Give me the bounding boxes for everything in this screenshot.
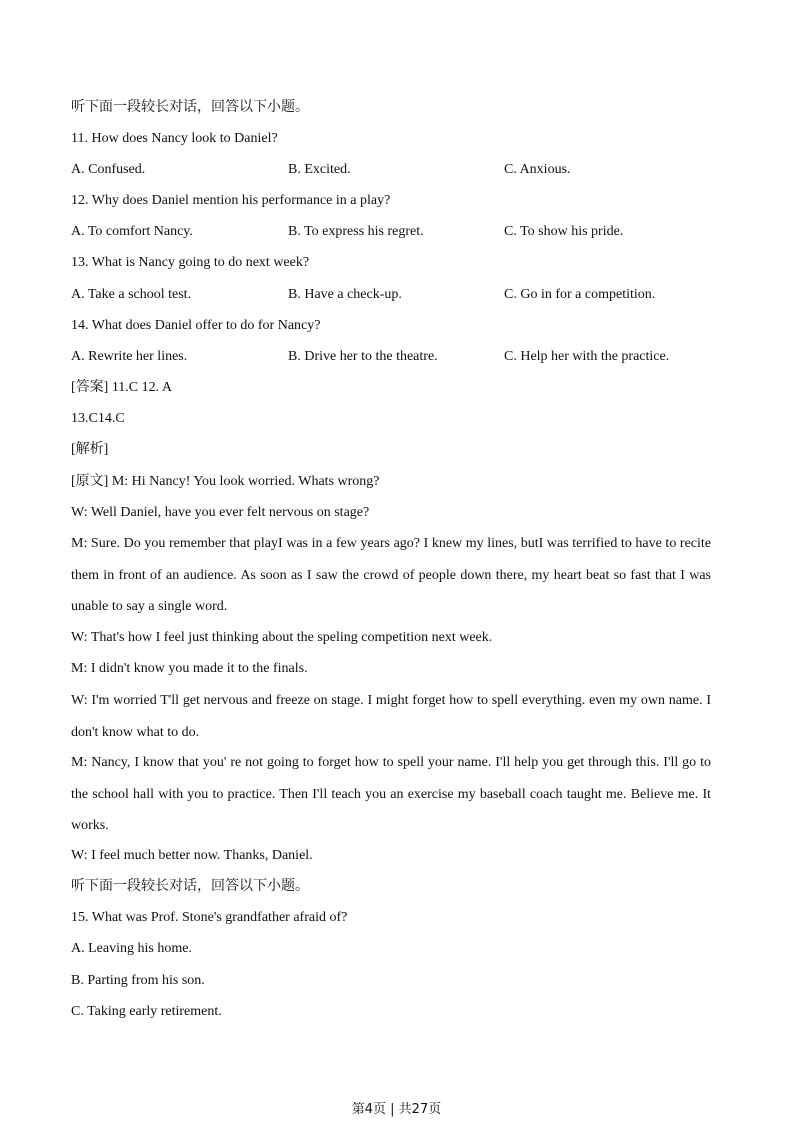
section-intro: 听下面一段较长对话，回答以下小题。 [71,879,309,894]
option-b: B. To express his regret. [288,224,424,239]
transcript-line: W: I feel much better now. Thanks, Daniel. [71,848,313,863]
option-b: B. Parting from his son. [71,973,205,988]
transcript-paragraph: W: I'm worried T'll get nervous and freeze on stage. I might forget how to spell everything. even my own name. I don't know what to do. [71,693,711,740]
option-a: A. Leaving his home. [71,941,192,956]
option-c: C. Help her with the practice. [504,349,670,364]
answer-line: 13.C14.C [71,411,125,426]
option-a: A. Rewrite her lines. [71,349,188,364]
transcript-line: M: I didn't know you made it to the finals. [71,661,308,676]
answer-line: [答案] 11.C 12. A [71,380,172,395]
question-11: 11. How does Nancy look to Daniel? [71,131,278,146]
option-b: B. Drive her to the theatre. [288,349,438,364]
analysis-label: [解析] [71,442,109,457]
option-c: C. Go in for a competition. [504,287,656,302]
option-c: C. To show his pride. [504,224,624,239]
option-b: B. Excited. [288,162,351,177]
page-footer: 第4页 | 共27页 [351,1102,442,1117]
transcript-paragraph: M: Nancy, I know that you' re not going to forget how to spell your name. I'll help you get through this. I'll go to the school hall with you to practice. Then I'll teach you an exercise my baseball coach taught me. Believe me. It works. [71,755,711,833]
section-intro: 听下面一段较长对话，回答以下小题。 [71,100,309,115]
transcript-line: W: That's how I feel just thinking about the speling competition next week. [71,630,493,645]
option-c: C. Anxious. [504,162,571,177]
option-c: C. Taking early retirement. [71,1004,222,1019]
option-a: A. To comfort Nancy. [71,224,193,239]
question-14: 14. What does Daniel offer to do for Nancy? [71,318,321,333]
transcript-line: W: Well Daniel, have you ever felt nervous on stage? [71,505,370,520]
question-12: 12. Why does Daniel mention his performance in a play? [71,193,391,208]
option-a: A. Take a school test. [71,287,192,302]
transcript-paragraph: M: Sure. Do you remember that playI was in a few years ago? I knew my lines, butI was terrified to have to recite them in front of an audience. As soon as I saw the crowd of people down there, my heart beat so fast that I was unable to say a single word. [71,536,711,614]
question-15: 15. What was Prof. Stone's grandfather afraid of? [71,910,348,925]
option-b: B. Have a check-up. [288,287,402,302]
question-13: 13. What is Nancy going to do next week? [71,255,310,270]
option-a: A. Confused. [71,162,146,177]
transcript-line: [原文] M: Hi Nancy! You look worried. Whats wrong? [71,474,380,489]
